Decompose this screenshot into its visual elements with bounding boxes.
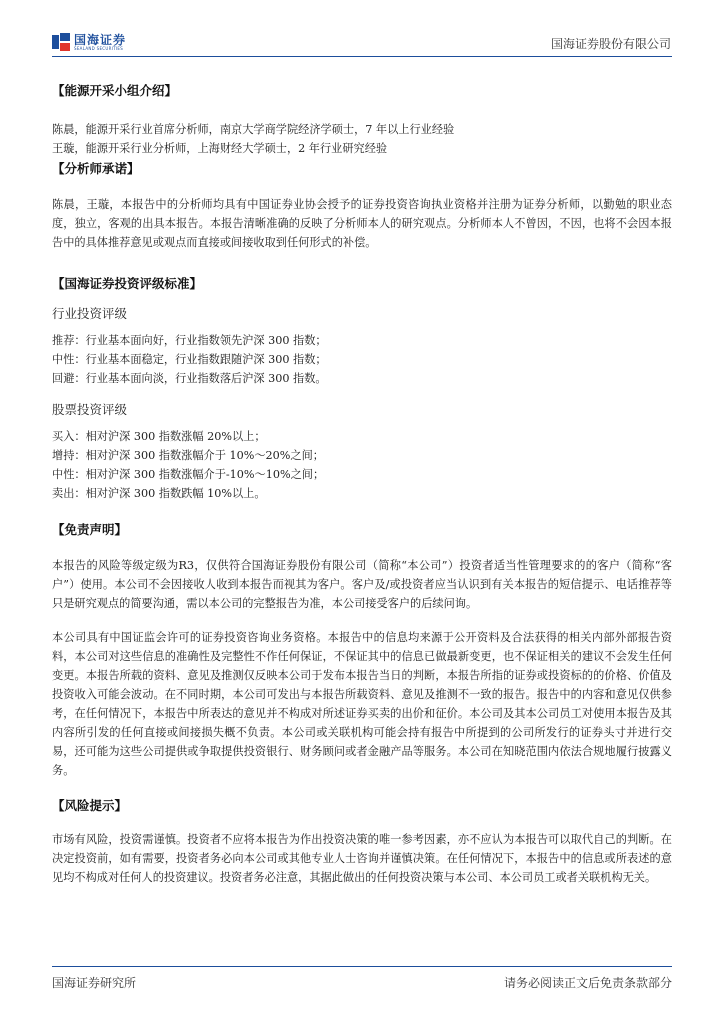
industry-rating-heading: 行业投资评级 (52, 306, 128, 321)
logo-text-en: SEALAND SECURITIES (74, 45, 124, 51)
industry-rating-recommend: 推荐：行业基本面向好，行业指数领先沪深 300 指数； (52, 334, 327, 347)
analyst-commitment-text: 陈晨，王璇，本报告中的分析师均具有中国证券业协会授予的证券投资咨询执业资格并注册为证券分析师，以勤勉的职业态度，独立，客观的出具本报告。本报告清晰准确的反映了分析师本人的研究观点。分析师本人不曾因，不因，也将不会因本报告中的具体推荐意见或观点而直接或间接收取到任何形式的补偿。 (52, 198, 672, 249)
disclaimer-paragraph-2: 本公司具有中国证监会许可的证券投资咨询业务资格。本报告中的信息均来源于公开资料及合法获得的相关内部外部报告资料，本公司对这些信息的准确性及完整性不作任何保证，不保证其中的信息已做最新变更，也不保证相关的建议不会发生任何变更。本报告所载的资料、意见及推测仅反映本公司于发布本报告当日的判断，本报告所指的证券或投资标的的价格、价值及投资收入可能会波动。在不同时期，本公司可发出与本报告所载资料、意见及推测不一致的报告。报告中的内容和意见仅供参考，在任何情况下，本报告中所表达的意见并不构成对所述证券买卖的出价和征价。本公司及其本公司员工对使用本报告及其内容所引发的任何直接或间接损失概不负责。本公司或关联机构可能会持有报告中所提到的公司所发行的证券头寸并进行交易，还可能为这些公司提供或争取提供投资银行、财务顾问或者金融产品等服务。本公司在知晓范围内依法合规地履行披露义务。 (52, 631, 672, 777)
footer-disclaimer-note: 请务必阅读正文后免责条款部分 (503, 976, 672, 990)
team-member-2: 王璇，能源开采行业分析师，上海财经大学硕士，2 年行业研究经验 (52, 142, 388, 155)
footer-divider (52, 966, 672, 967)
section-title-energy-team: 【能源开采小组介绍】 (52, 83, 178, 98)
section-title-analyst-commitment: 【分析师承诺】 (52, 161, 140, 176)
logo-text-cn: 国海证券 (74, 32, 127, 47)
section-title-rating-standard: 【国海证券投资评级标准】 (52, 276, 203, 291)
header-divider (52, 56, 672, 57)
industry-rating-avoid: 回避：行业基本面向淡，行业指数落后沪深 300 指数。 (52, 372, 327, 385)
page-content (52, 78, 672, 887)
stock-rating-buy: 买入：相对沪深 300 指数涨幅 20%以上； (52, 430, 266, 443)
section-title-risk: 【风险提示】 (52, 798, 128, 813)
stock-rating-sell: 卖出：相对沪深 300 指数跌幅 10%以上。 (52, 487, 266, 500)
industry-rating-neutral: 中性：行业基本面稳定，行业指数跟随沪深 300 指数； (52, 353, 327, 366)
stock-rating-neutral: 中性：相对沪深 300 指数涨幅介于-10%～10%之间； (52, 468, 325, 481)
stock-rating-overweight: 增持：相对沪深 300 指数涨幅介于 10%～20%之间； (52, 449, 324, 462)
risk-warning-text: 市场有风险，投资需谨慎。投资者不应将本报告为作出投资决策的唯一参考因素，亦不应认为本报告可以取代自己的判断。在决定投资前，如有需要，投资者务必向本公司或其他专业人士咨询并谨慎决策。在任何情况下，本报告中的信息或所表述的意见均不构成对任何人的投资建议。投资者务必注意，其据此做出的任何投资决策与本公司、本公司员工或者关联机构无关。 (52, 833, 672, 884)
team-member-1: 陈晨，能源开采行业首席分析师，南京大学商学院经济学硕士，7 年以上行业经验 (52, 123, 455, 136)
stock-rating-heading: 股票投资评级 (52, 402, 128, 417)
section-title-disclaimer: 【免责声明】 (52, 522, 128, 537)
header-company-name: 国海证券股份有限公司 (550, 37, 671, 51)
disclaimer-paragraph-1: 本报告的风险等级定级为R3，仅供符合国海证券股份有限公司（简称“本公司”）投资者适当性管理要求的的客户（简称“客户”）使用。本公司不会因接收人收到本报告而视其为客户。客户及/或投资者应当认识到有关本报告的短信提示、电话推荐等只是研究观点的简要沟通，需以本公司的完整报告为准，本公司接受客户的后续问询。 (52, 559, 672, 610)
logo-mark-icon (52, 33, 70, 51)
company-logo (52, 33, 126, 51)
page-header (0, 0, 724, 58)
footer-institute: 国海证券研究所 (52, 976, 137, 990)
